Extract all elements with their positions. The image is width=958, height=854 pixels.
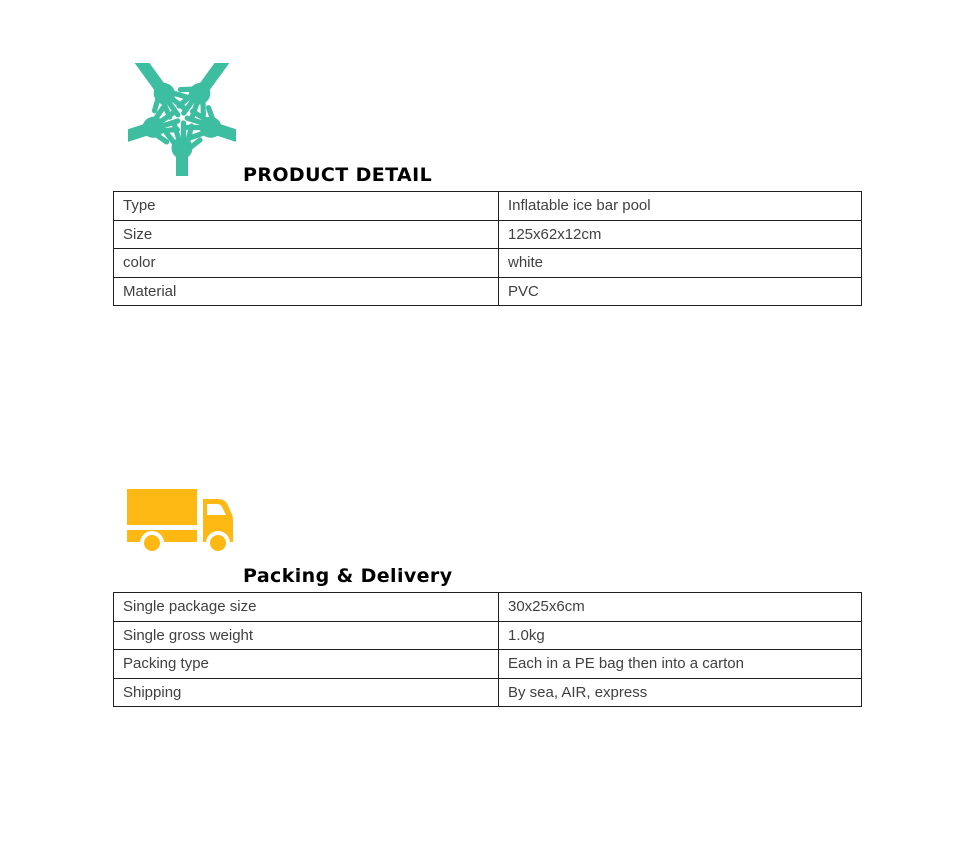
spec-label: Packing type — [114, 650, 499, 679]
spec-label: Size — [114, 220, 499, 249]
spec-value: 1.0kg — [499, 621, 862, 650]
spec-value: white — [499, 249, 862, 278]
spec-value: Each in a PE bag then into a carton — [499, 650, 862, 679]
table-row — [114, 220, 862, 249]
spec-label: color — [114, 249, 499, 278]
product-detail-heading: PRODUCT DETAIL — [243, 164, 433, 186]
spec-value: 30x25x6cm — [499, 593, 862, 622]
spec-value: By sea, AIR, express — [499, 678, 862, 707]
table-row — [114, 593, 862, 622]
table-row — [114, 621, 862, 650]
spec-label: Shipping — [114, 678, 499, 707]
table-row — [114, 277, 862, 306]
table-row — [114, 650, 862, 679]
spec-value: 125x62x12cm — [499, 220, 862, 249]
spec-label: Single package size — [114, 593, 499, 622]
table-row — [114, 678, 862, 707]
spec-value: Inflatable ice bar pool — [499, 192, 862, 221]
spec-label: Single gross weight — [114, 621, 499, 650]
spec-value: PVC — [499, 277, 862, 306]
packing-delivery-table — [113, 592, 862, 707]
table-row — [114, 249, 862, 278]
table-row — [114, 192, 862, 221]
teamwork-hands-icon — [128, 63, 236, 176]
product-detail-table — [113, 191, 862, 306]
spec-label: Material — [114, 277, 499, 306]
spec-label: Type — [114, 192, 499, 221]
delivery-truck-icon — [127, 489, 233, 555]
packing-delivery-heading: Packing & Delivery — [243, 565, 453, 587]
